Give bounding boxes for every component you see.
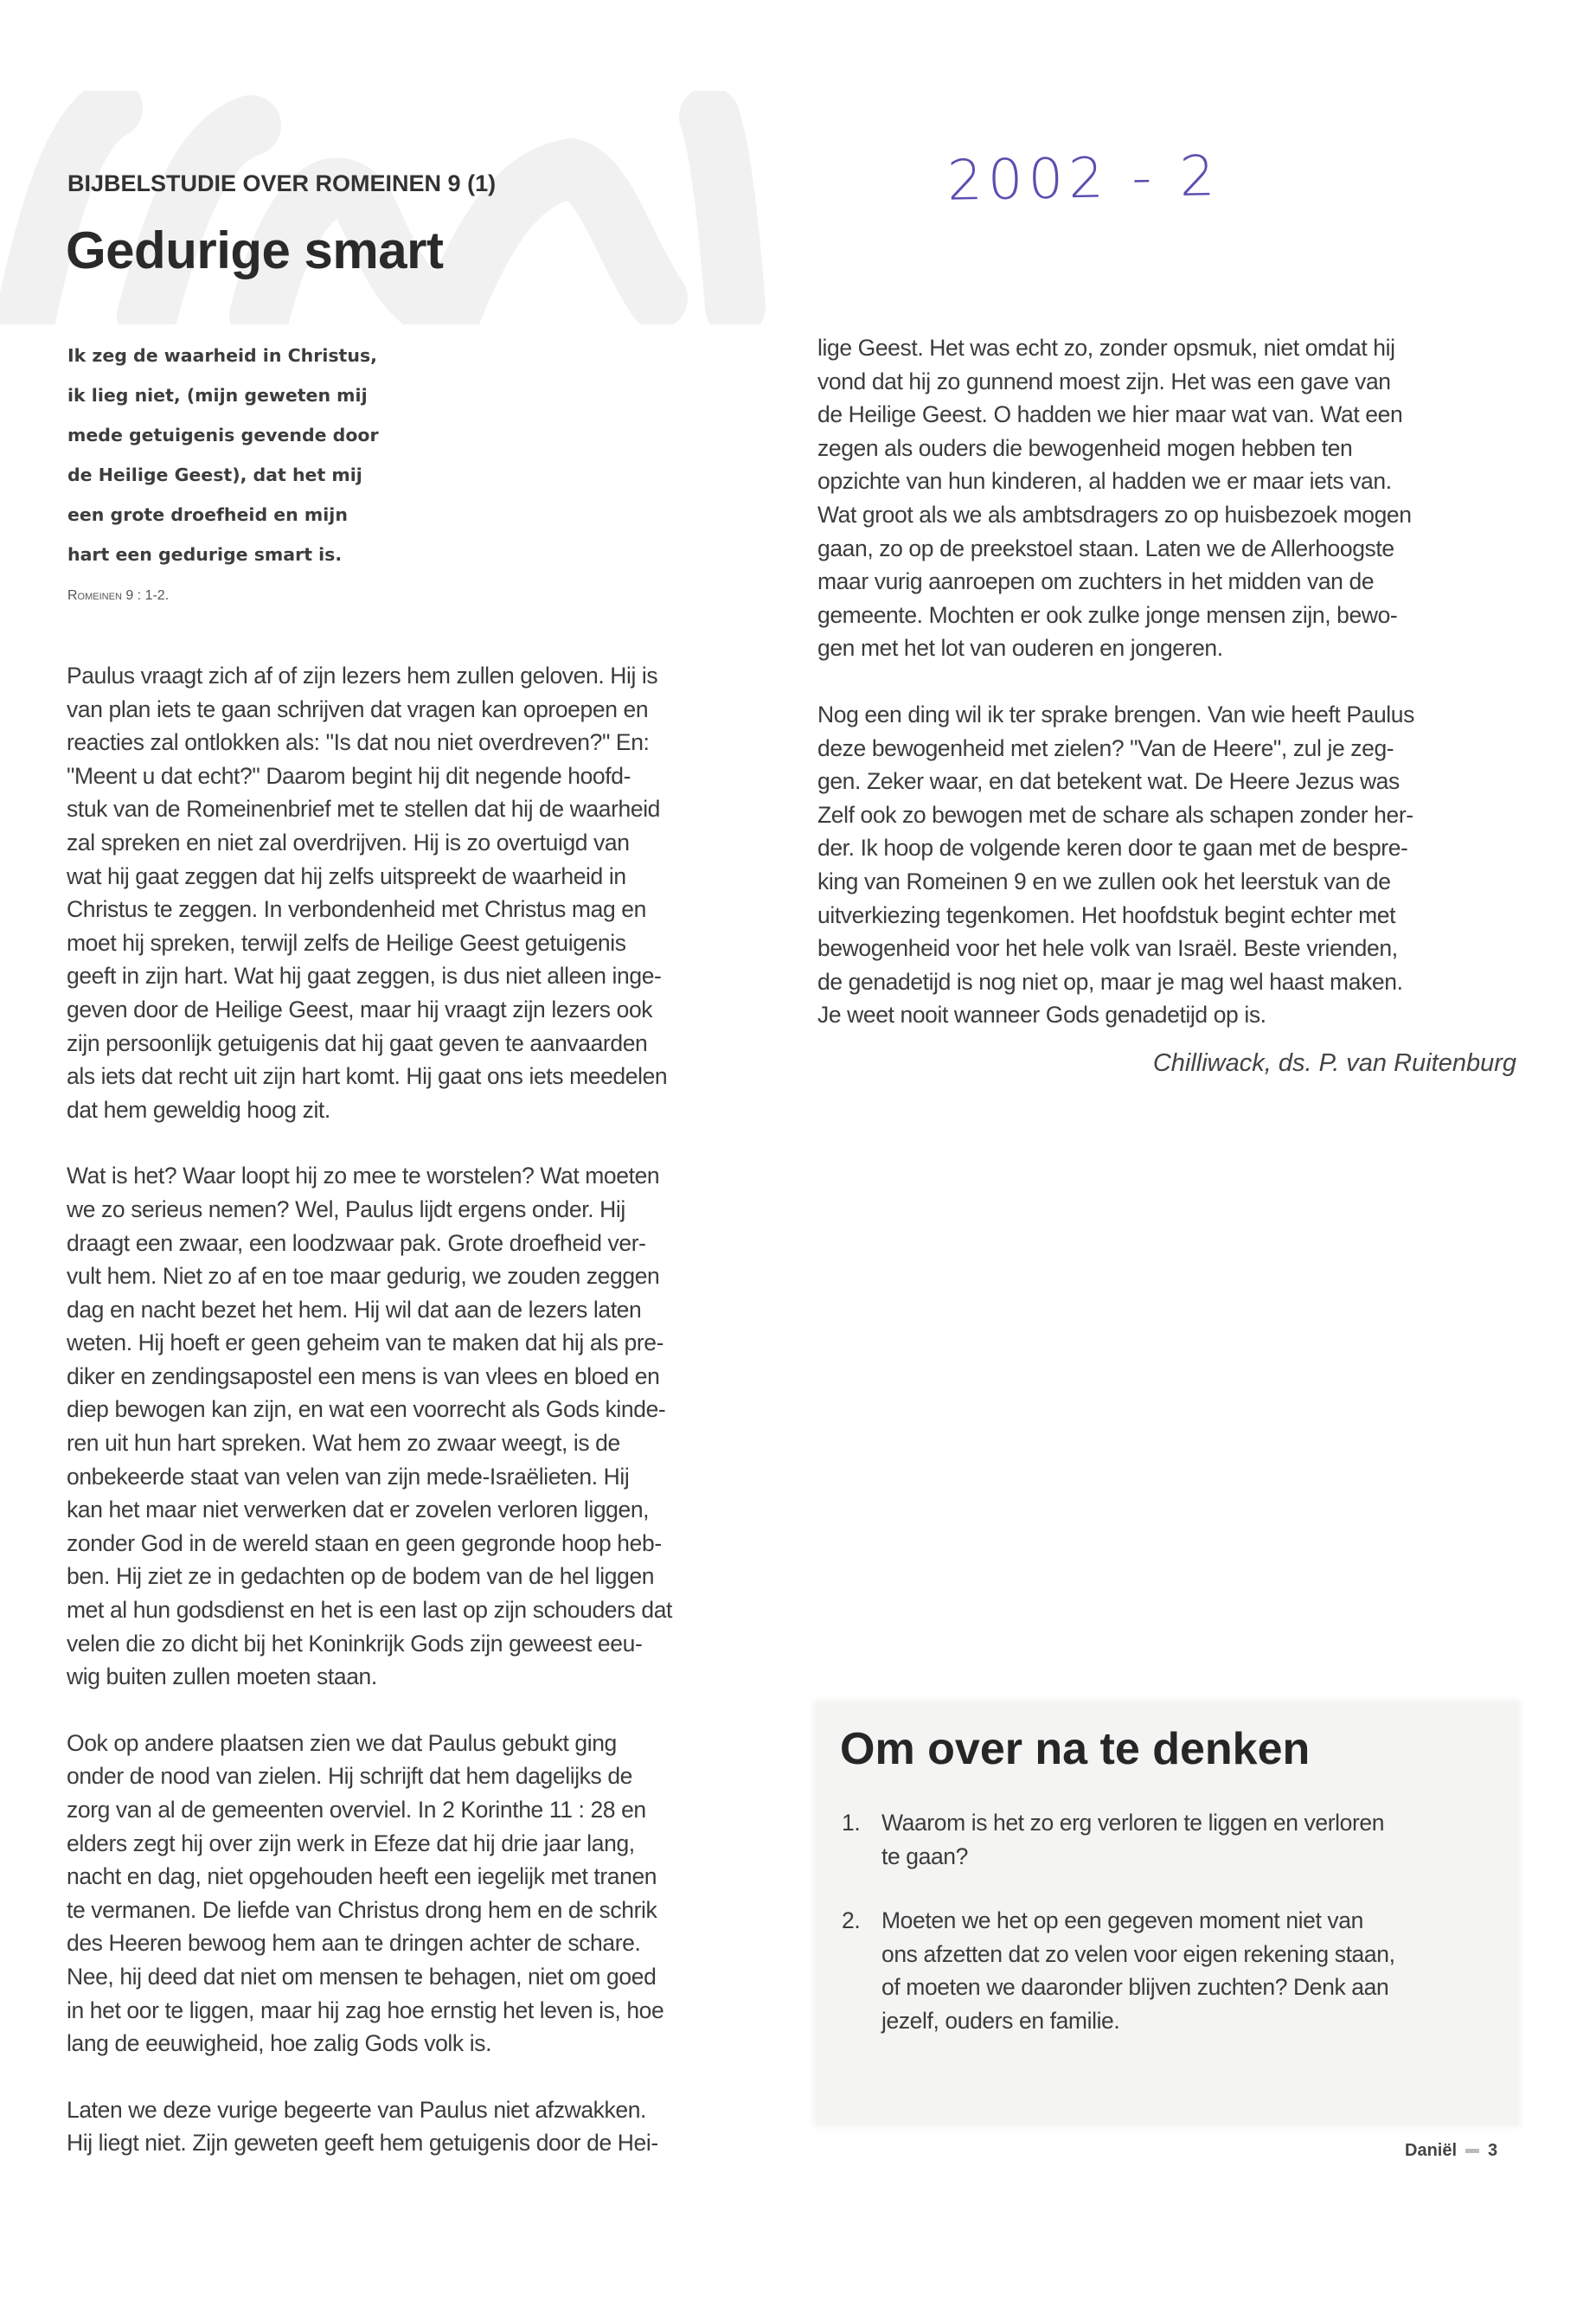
verse-line: mede getuigenis gevende door	[67, 425, 379, 445]
text-line: wig buiten zullen moeten staan.	[67, 1663, 377, 1690]
text-line: Nee, hij deed dat niet om mensen te behagen, niet om goed	[67, 1963, 657, 1990]
text-line: te vermanen. De liefde van Christus drong hem en de schrik	[67, 1896, 657, 1923]
text-line: uitverkiezing tegenkomen. Het hoofdstuk begint echter met	[817, 901, 1396, 928]
text-line: onder de nood van zielen. Hij schrijft dat hem dagelijks de	[67, 1763, 633, 1790]
reflection-question	[842, 1904, 1499, 2037]
text-line: zonder God in de wereld staan en geen gegronde hoop heb-	[67, 1529, 662, 1556]
verse-line: hart een gedurige smart is.	[67, 544, 343, 565]
body-paragraph	[817, 698, 1527, 1032]
verse-line: ik lieg niet, (mijn geweten mij	[67, 385, 368, 406]
text-line: king van Romeinen 9 en we zullen ook het leerstuk van de	[817, 868, 1391, 894]
verse-line: een grote droefheid en mijn	[67, 504, 348, 525]
text-line: diker en zendingsapostel een mens is van vlees en bloed en	[67, 1362, 660, 1389]
text-line: kan het maar niet verwerken dat er zovelen verloren liggen,	[67, 1497, 650, 1523]
page-number: 3	[1488, 2141, 1498, 2160]
text-line: wat hij gaat zeggen dat hij zelfs uitspreekt de waarheid in	[67, 862, 626, 889]
intro-bible-verse	[67, 336, 413, 574]
text-line: te gaan?	[881, 1843, 968, 1869]
text-line: zal spreken en niet zal overdrijven. Hij is zo overtuigd van	[67, 829, 630, 856]
text-line: ren uit hun hart spreken. Wat hem zo zwaar weegt, is de	[67, 1430, 620, 1457]
text-line: gemeente. Mochten er ook zulke jonge mensen zijn, bewo-	[817, 601, 1398, 628]
question-number: 1.	[842, 1810, 861, 1836]
text-line: moet hij spreken, terwijl zelfs de Heilige Geest getuigenis	[67, 929, 626, 956]
text-line: Waarom is het zo erg verloren te liggen en verloren	[881, 1810, 1385, 1836]
text-line: diep bewogen kan zijn, en wat een voorrecht als Gods kinde-	[67, 1396, 666, 1423]
handwritten-annotation: 2002 - 2	[946, 144, 1221, 214]
text-line: elders zegt hij over zijn werk in Efeze dat hij drie jaar lang,	[67, 1830, 635, 1856]
right-column-body	[817, 331, 1527, 1065]
text-line: Nog een ding wil ik ter sprake brengen. Van wie heeft Paulus	[817, 701, 1414, 727]
text-line: Paulus vraagt zich af of zijn lezers hem zullen geloven. Hij is	[67, 663, 658, 689]
text-line: "Meent u dat echt?" Daarom begint hij dit negende hoofd-	[67, 762, 631, 789]
text-line: weten. Hij hoeft er geen geheim van te maken dat hij als pre-	[67, 1330, 664, 1356]
text-line: in het oor te liggen, maar hij zag hoe ernstig het leven is, hoe	[67, 1997, 664, 2023]
body-paragraph	[67, 2093, 776, 2160]
text-line: gen met het lot van ouderen en jongeren.	[817, 635, 1223, 662]
text-line: de Heilige Geest. O hadden we hier maar wat van. Wat een	[817, 401, 1403, 428]
verse-line: Ik zeg de waarheid in Christus,	[67, 345, 377, 366]
text-line: Hij liegt niet. Zijn geweten geeft hem getuigenis door de Hei-	[67, 2130, 658, 2157]
text-line: geeft in zijn hart. Wat hij gaat zeggen, is dus niet alleen inge-	[67, 963, 662, 990]
text-line: nacht en dag, niet opgehouden heeft een iegelijk met tranen	[67, 1863, 657, 1890]
text-line: reacties zal ontlokken als: "Is dat nou niet overdreven?" En:	[67, 729, 650, 756]
background-watermark-graphic	[0, 91, 796, 324]
text-line: geven door de Heilige Geest, maar hij vraagt zijn lezers ook	[67, 996, 653, 1022]
text-line: opzichte van hun kinderen, al hadden we er maar iets van.	[817, 468, 1392, 495]
question-number: 2.	[842, 1907, 861, 1934]
reflection-question	[842, 1806, 1499, 1873]
author-signature: Chilliwack, ds. P. van Ruitenburg	[1152, 1049, 1516, 1077]
text-line: ben. Hij ziet ze in gedachten op de bodem van de hel liggen	[67, 1563, 655, 1590]
text-line: deze bewogenheid met zielen? "Van de Heere", zul je zeg-	[817, 734, 1394, 761]
text-line: bewogenheid voor het hele volk van Israël. Beste vrienden,	[817, 935, 1398, 962]
text-line: Moeten we het op een gegeven moment niet van	[881, 1907, 1363, 1934]
text-line: draagt een zwaar, een loodzwaar pak. Grote droefheid ver-	[67, 1229, 646, 1256]
verse-line: de Heilige Geest), dat het mij	[67, 465, 362, 485]
body-paragraph	[67, 1159, 776, 1694]
text-line: jezelf, ouders en familie.	[881, 2007, 1120, 2034]
watermark-script-shape	[0, 91, 796, 324]
text-line: onbekeerde staat van velen van zijn mede-Israëlieten. Hij	[67, 1463, 630, 1490]
text-line: de genadetijd is nog niet op, maar je mag wel haast maken.	[817, 968, 1403, 995]
text-line: dat hem geweldig hoog zit.	[67, 1096, 330, 1123]
text-line: Wat is het? Waar loopt hij zo mee te worstelen? Wat moeten	[67, 1163, 660, 1189]
text-line: vond dat hij zo gunnend moest zijn. Het was een gave van	[817, 368, 1391, 394]
text-line: met al hun godsdienst en het is een last op zijn schouders dat	[67, 1597, 672, 1624]
reflection-questions-box	[816, 1702, 1518, 2125]
text-line: of moeten we daaronder blijven zuchten? Denk aan	[881, 1974, 1389, 2001]
text-line: Ook op andere plaatsen zien we dat Paulus gebukt ging	[67, 1729, 617, 1756]
text-line: des Heeren bewoog hem aan te dringen achter de schare.	[67, 1930, 641, 1957]
text-line: Zelf ook zo bewogen met de schare als schapen zonder her-	[817, 801, 1413, 828]
text-line: zijn persoonlijk getuigenis dat hij gaat geven te aanvaarden	[67, 1029, 648, 1056]
text-line: vult hem. Niet zo af en toe maar gedurig, we zouden zeggen	[67, 1263, 660, 1290]
text-line: lang de eeuwigheid, hoe zalig Gods volk is.	[67, 2030, 492, 2057]
page-footer	[1405, 2141, 1497, 2161]
section-kicker: BIJBELSTUDIE OVER ROMEINEN 9 (1)	[67, 170, 497, 196]
body-paragraph	[817, 331, 1527, 665]
text-line: we zo serieus nemen? Wel, Paulus lijdt ergens onder. Hij	[67, 1195, 625, 1222]
text-line: Laten we deze vurige begeerte van Paulus niet afzwakken.	[67, 2096, 646, 2123]
article-title: Gedurige smart	[66, 221, 444, 279]
text-line: zorg van al de gemeenten overviel. In 2 Korinthe 11 : 28 en	[67, 1797, 646, 1823]
text-line: gaan, zo op de preekstoel staan. Laten we de Allerhoogste	[817, 535, 1394, 561]
footer-separator	[1465, 2149, 1479, 2153]
text-line: der. Ik hoop de volgende keren door te gaan met de bespre-	[817, 835, 1408, 862]
verse-reference: Romeinen 9 : 1-2.	[67, 588, 170, 603]
text-line: van plan iets te gaan schrijven dat vragen kan oproepen en	[67, 695, 649, 722]
text-line: stuk van de Romeinenbrief met te stellen dat hij de waarheid	[67, 796, 661, 823]
text-line: Je weet nooit wanneer Gods genadetijd op is.	[817, 1002, 1266, 1029]
magazine-name: Daniël	[1405, 2141, 1458, 2160]
text-line: maar vurig aanroepen om zuchters in het midden van de	[817, 568, 1375, 595]
text-line: als iets dat recht uit zijn hart komt. Hij gaat ons iets meedelen	[67, 1063, 668, 1090]
text-line: ons afzetten dat zo velen voor eigen rekening staan,	[881, 1940, 1395, 1967]
text-line: velen die zo dicht bij het Koninkrijk Gods zijn geweest eeu-	[67, 1630, 643, 1657]
text-line: gen. Zeker waar, en dat betekent wat. De Heere Jezus was	[817, 768, 1400, 795]
text-line: Wat groot als we als ambtsdragers zo op huisbezoek mogen	[817, 501, 1412, 528]
text-line: Christus te zeggen. In verbondenheid met Christus mag en	[67, 896, 646, 923]
reflection-question-list	[842, 1806, 1499, 2069]
body-paragraph	[67, 1727, 776, 2061]
body-paragraph	[67, 659, 776, 1126]
text-line: lige Geest. Het was echt zo, zonder opsmuk, niet omdat hij	[817, 335, 1395, 361]
reflection-box-title: Om over na te denken	[840, 1724, 1311, 1774]
left-column-body	[67, 659, 776, 2193]
text-line: zegen als ouders die bewogenheid mogen hebben ten	[817, 434, 1353, 461]
text-line: dag en nacht bezet het hem. Hij wil dat aan de lezers laten	[67, 1296, 642, 1323]
